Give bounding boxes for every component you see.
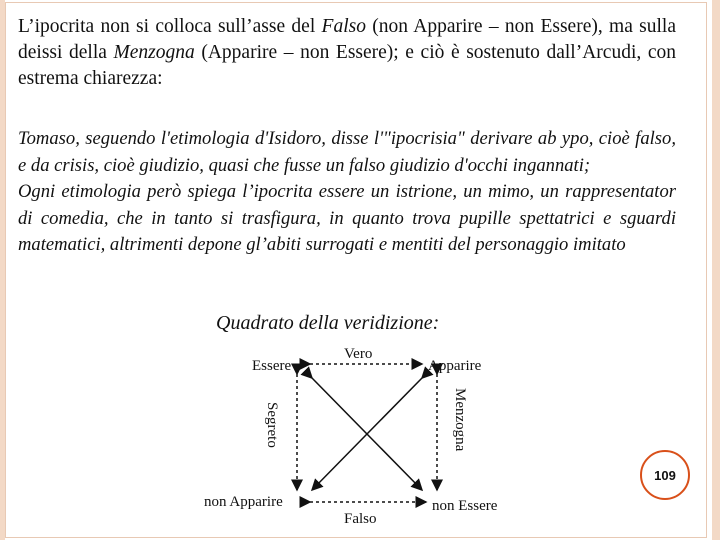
quote-block <box>18 126 676 259</box>
corner-top-right: Apparire <box>428 358 482 374</box>
corner-top-left: Essere <box>252 358 292 374</box>
corner-bottom-right: non Essere <box>432 498 498 514</box>
axis-left: Segreto <box>264 402 280 448</box>
intro-text-1: L’ipocrita non si colloca sull’asse del <box>18 16 322 37</box>
axis-bottom: Falso <box>344 511 377 527</box>
axis-top: Vero <box>344 346 373 362</box>
corner-bottom-left: non Apparire <box>204 494 283 510</box>
intro-text-3: (Apparire – non Essere); e ciò è sostenuto dall’Arcudi, con estrema chiarezza: <box>18 42 676 89</box>
intro-text-2: (non Apparire – non Essere), ma sulla deissi della <box>18 16 676 63</box>
page-number-badge: 109 <box>640 450 690 500</box>
intro-menzogna: Menzogna <box>113 42 195 63</box>
square-title: Quadrato della veridizione: <box>216 312 440 334</box>
quote-line-2: Ogni etimologia però spiega l’ipocrita essere un istrione, un mimo, un rappresentator di comedia, che in tanto si trasfigura, in quanto trova pupille spettatrici e sguardi matematici, altrimenti depone gl’abiti surrogati e mentiti del personaggio imitato <box>18 181 676 255</box>
intro-paragraph <box>18 14 676 92</box>
quote-line-1: Tomaso, seguendo l'etimologia d'Isidoro, disse l'"ipocrisia" derivare ab ypo, cioè falso, e da crisis, cioè giudizio, quasi che fusse un falso giudizio d'occhi ingannati; <box>18 128 676 176</box>
axis-right: Menzogna <box>452 388 468 452</box>
veridiction-square-diagram <box>200 340 520 540</box>
right-decorative-border <box>712 0 720 540</box>
intro-falso: Falso <box>321 16 366 37</box>
